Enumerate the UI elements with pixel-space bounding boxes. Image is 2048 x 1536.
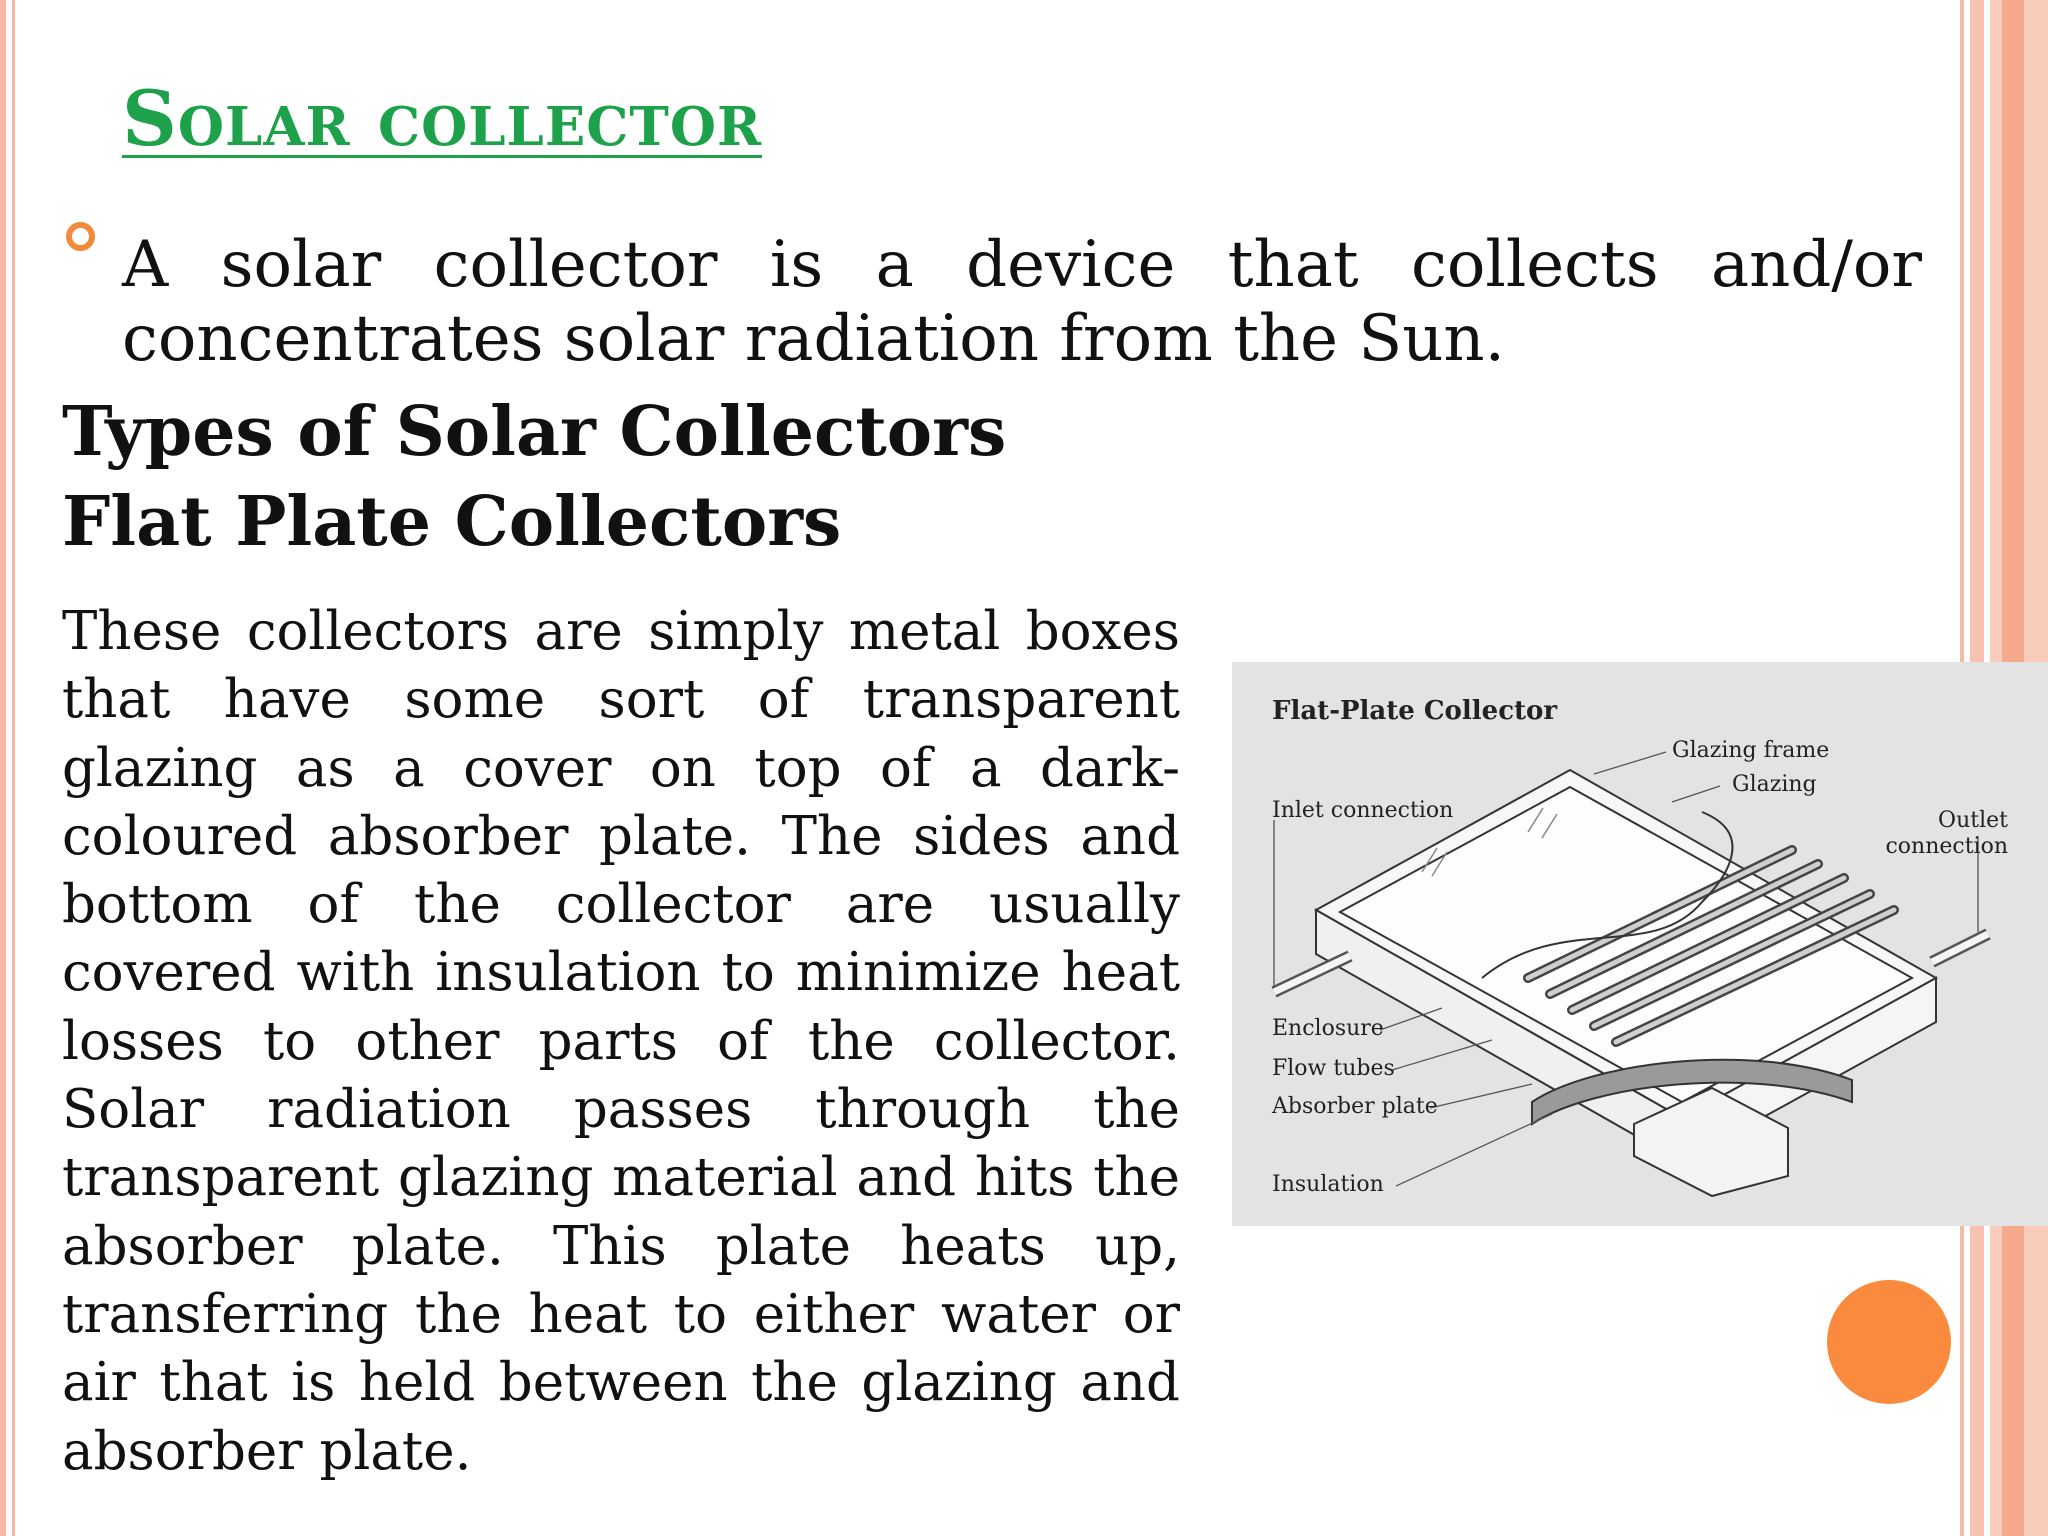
- slide-title: Solar collector: [122, 74, 763, 163]
- label-absorber-plate: Absorber plate: [1272, 1094, 1438, 1119]
- figure-title: Flat-Plate Collector: [1272, 696, 1558, 726]
- collector-diagram: [1232, 662, 2048, 1226]
- frame-stripe-left-thin: [12, 0, 15, 1536]
- accent-dot: [1827, 1280, 1951, 1404]
- heading-types: Types of Solar Collectors: [62, 392, 1007, 472]
- frame-stripe-left: [0, 0, 6, 1536]
- label-enclosure: Enclosure: [1272, 1016, 1384, 1041]
- flat-plate-collector-figure: [1232, 662, 2048, 1226]
- bullet-text: A solar collector is a device that collects and/or concentrates solar radiation from the Sun.: [122, 228, 1922, 376]
- heading-flat-plate: Flat Plate Collectors: [62, 482, 842, 562]
- label-glazing-frame: Glazing frame: [1672, 738, 1830, 763]
- body-paragraph: These collectors are simply metal boxes that have some sort of transparent glazing as a cover on top of a dark-coloured absorber plate. The sides and bottom of the collector are usually covered with insulation to minimize heat losses to other parts of the collector. Solar radiation passes through the transparent glazing material and hits the absorber plate. This plate heats up, transferring the heat to either water or air that is held between the glazing and absorber plate.: [62, 601, 1180, 1482]
- label-flow-tubes: Flow tubes: [1272, 1056, 1395, 1081]
- label-inlet: Inlet connection: [1272, 798, 1454, 823]
- label-outlet-1: Outlet: [1938, 808, 2008, 833]
- label-glazing: Glazing: [1732, 772, 1817, 797]
- label-outlet-2: connection: [1885, 834, 2008, 859]
- label-insulation: Insulation: [1272, 1172, 1384, 1197]
- bullet-icon: [66, 222, 95, 251]
